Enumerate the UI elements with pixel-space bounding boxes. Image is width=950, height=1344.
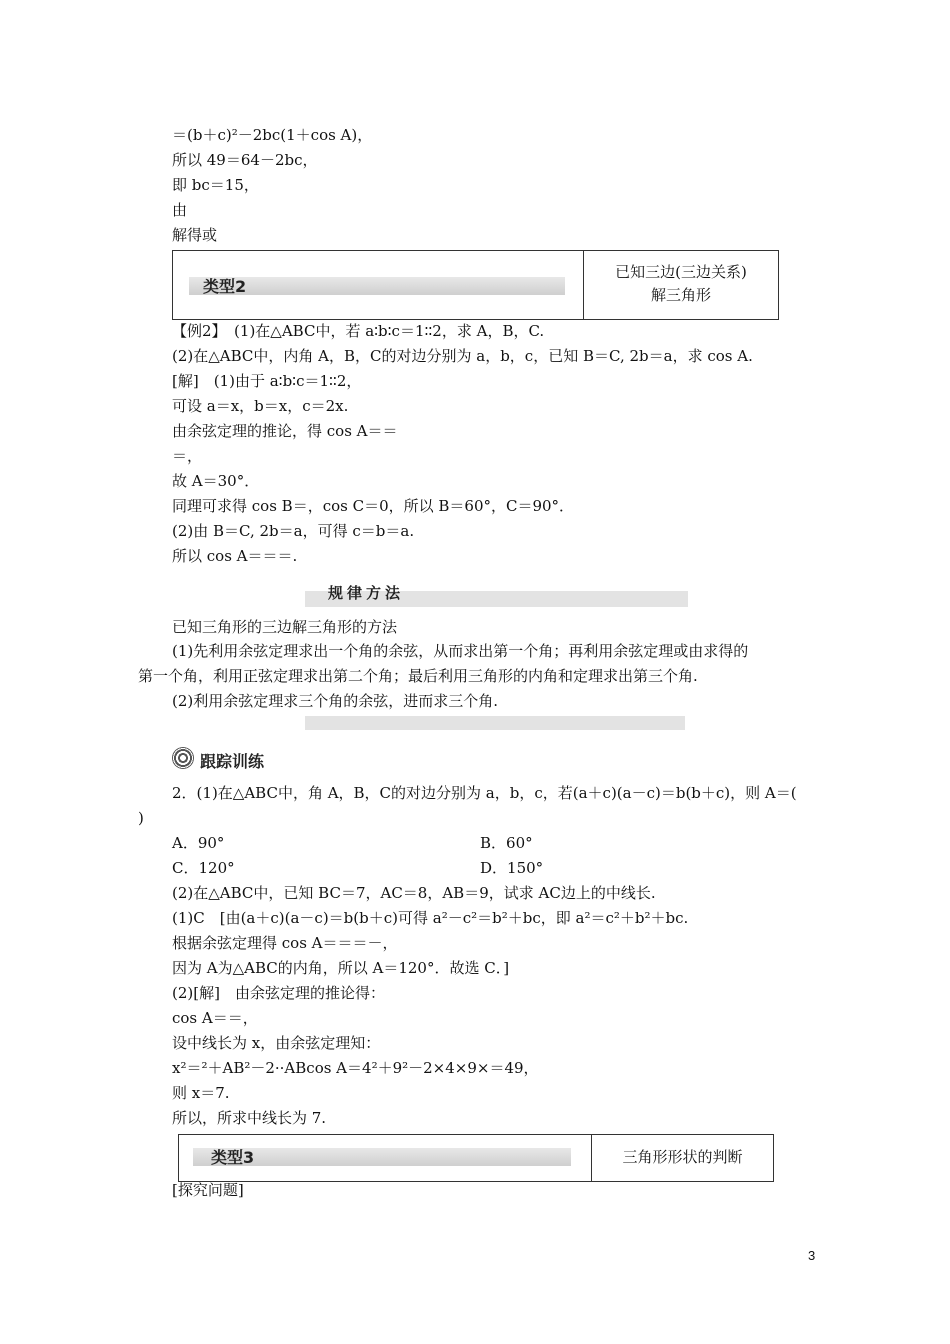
answer-line: (2)[解] 由余弦定理的推论得： — [172, 984, 385, 1002]
page-number: 3 — [808, 1248, 816, 1263]
type2-title-line2: 解三角形 — [650, 286, 711, 304]
text-line: 即 bc＝15， — [172, 176, 259, 194]
answer-line: (1)C [由(a＋c)(a－c)＝b(b＋c)可得 a²－c²＝b²＋bc，即 a²＝c²＋b²＋bc. — [172, 909, 689, 927]
type3-label: 类型3 — [211, 1148, 255, 1167]
option-a: A．90° — [172, 834, 225, 852]
answer-line: 设中线长为 x，由余弦定理知： — [172, 1034, 381, 1052]
text-line: 所以 49＝64－2bc， — [172, 151, 318, 169]
answer-line: 根据余弦定理得 cos A＝＝＝－， — [172, 934, 398, 952]
method-line: 已知三角形的三边解三角形的方法 — [172, 618, 398, 636]
method-title: 规律方法 — [328, 584, 405, 602]
explore-heading: [探究问题] — [172, 1181, 244, 1199]
solution-line: 可设 a＝x，b＝x，c＝2x. — [172, 397, 349, 415]
option-b: B．60° — [480, 834, 533, 852]
method-end-bar — [305, 716, 685, 730]
question2-line: ) — [138, 809, 144, 827]
track-title: 跟踪训练 — [200, 752, 265, 771]
solution-line: 故 A＝30°． — [172, 472, 260, 490]
example2-question-1: 【例2】 (1)在△ABC中，若 a∶b∶c＝1∶∶2，求 A，B，C. — [172, 322, 545, 340]
answer-line: 因为 A为△ABC的内角，所以 A＝120°．故选 C．] — [172, 959, 510, 977]
option-d: D．150° — [480, 859, 544, 877]
solution-line: [解] (1)由于 a∶b∶c＝1∶∶2， — [172, 372, 362, 390]
solution-line: 所以 cos A＝＝＝. — [172, 547, 298, 565]
type2-header-box — [172, 250, 779, 320]
solution-line: 由余弦定理的推论，得 cos A＝＝ — [172, 422, 398, 440]
solution-line: (2)由 B＝C, 2b＝a，可得 c＝b＝a. — [172, 522, 415, 540]
type2-label: 类型2 — [203, 277, 247, 296]
text-line: 解得或 — [172, 226, 218, 244]
method-line: 第一个角，利用正弦定理求出第二个角；最后利用三角形的内角和定理求出第三个角. — [138, 667, 698, 685]
type2-title-line1: 已知三边(三边关系) — [615, 263, 747, 281]
method-line: (1)先利用余弦定理求出一个角的余弦，从而求出第一个角；再利用余弦定理或由求得的 — [172, 642, 749, 660]
question2-line: 2．(1)在△ABC中，角 A，B，C的对边分别为 a，b，c，若(a＋c)(a－c)＝b(b＋c)，则 A＝( — [172, 784, 797, 802]
answer-line: 所以，所求中线长为 7. — [172, 1109, 327, 1127]
answer-line: cos A＝＝， — [172, 1009, 258, 1027]
answer-line: 则 x＝7. — [172, 1084, 230, 1102]
text-line: ＝(b＋c)²－2bc(1＋cos A)， — [172, 126, 373, 144]
method-line: (2)利用余弦定理求三个角的余弦，进而求三个角. — [172, 692, 499, 710]
solution-line: 同理可求得 cos B＝，cos C＝0，所以 B＝60°，C＝90°． — [172, 497, 575, 515]
target-icon — [172, 747, 194, 769]
example2-question-2: (2)在△ABC中，内角 A，B，C的对边分别为 a，b，c，已知 B＝C, 2b＝a，求 cos A. — [172, 347, 753, 365]
question2-line: (2)在△ABC中，已知 BC＝7，AC＝8，AB＝9，试求 AC边上的中线长. — [172, 884, 656, 902]
option-c: C．120° — [172, 859, 235, 877]
answer-line: x²＝²＋AB²－2··ABcos A＝4²＋9²－2×4×9×＝49， — [172, 1059, 539, 1077]
solution-line: ＝， — [172, 447, 203, 465]
type3-header-box — [178, 1134, 774, 1182]
type3-title: 三角形形状的判断 — [622, 1148, 743, 1166]
text-line: 由 — [172, 201, 188, 219]
